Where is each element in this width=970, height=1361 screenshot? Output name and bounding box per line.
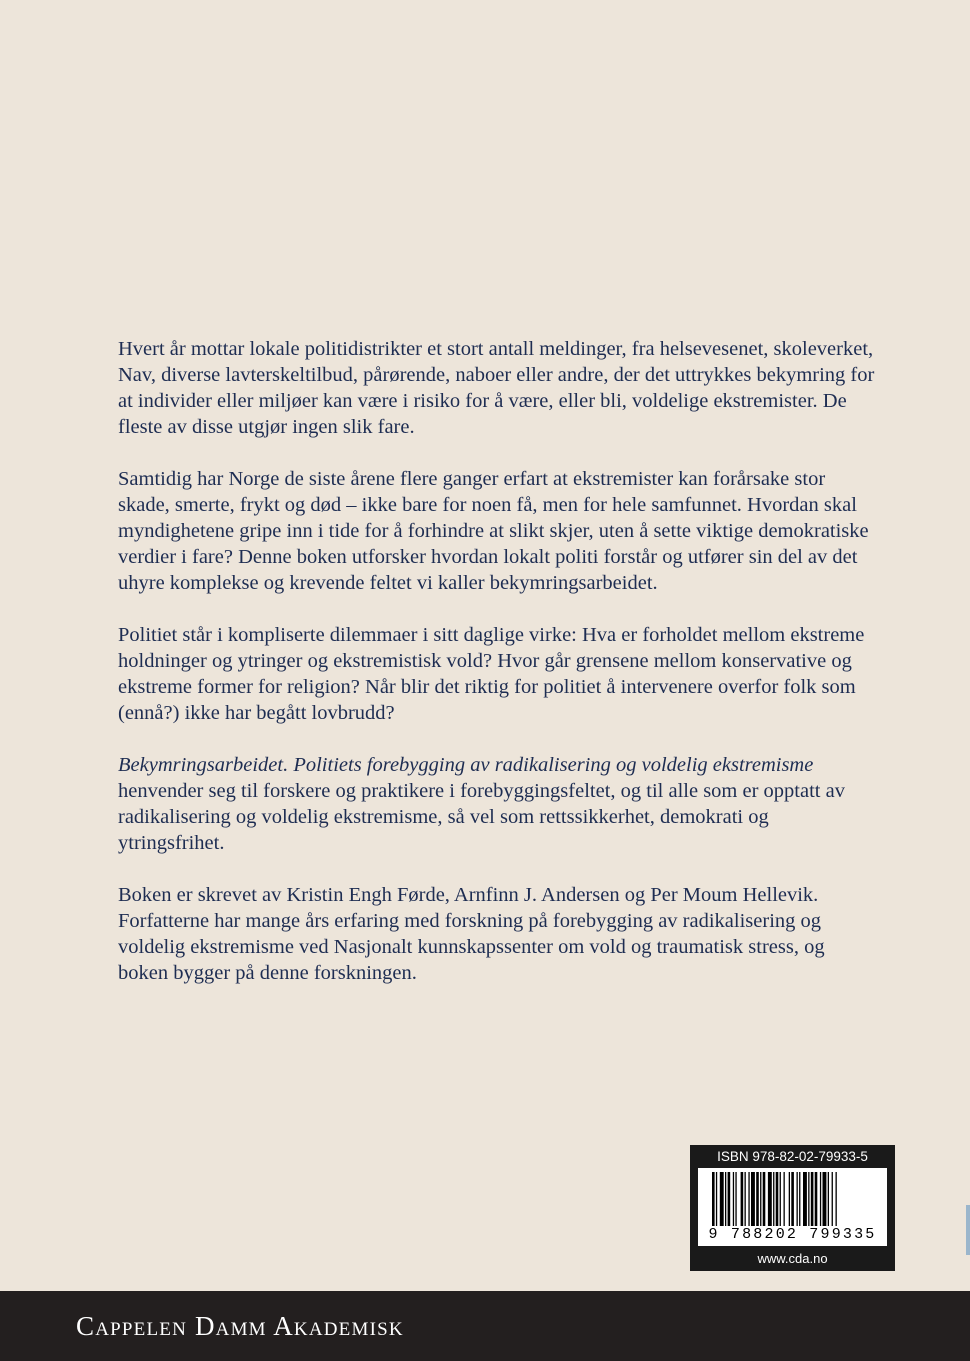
publisher-website: www.cda.no [757,1251,828,1266]
blurb-paragraph-4 [118,752,878,856]
barcode [698,1168,887,1246]
isbn-label: ISBN 978-82-02-79933-5 [717,1149,868,1164]
blurb-paragraph-3: Politiet står i kompliserte dilemmaer i sitt daglige virke: Hva er forholdet mellom ekstreme holdninger og ytringer og ekstremistisk vold? Hvor går grensene mellom konservative og ekstreme former for religion? Når blir det riktig for politiet å intervenere overfor folk som (ennå?) ikke har begått lovbrudd? [118,624,865,724]
barcode-digits: 9 788202 799335 [708,1226,877,1243]
edge-strip [966,1205,970,1255]
blurb-paragraph-1: Hvert år mottar lokale politidistrikter et stort antall meldinger, fra helsevesenet, skoleverket, Nav, diverse lavterskeltilbud, pårørende, naboer eller andre, der det uttrykkes bekymring for at individer eller miljøer kan være i risiko for å være, eller bli, voldelige ekstremister. De fleste av disse utgjør ingen slik fare. [118,338,875,438]
blurb-paragraph-4-body: henvender seg til forskere og praktikere i forebyggingsfeltet, og til alle som er opptatt av radikalisering og voldelig ekstremisme, så vel som rettssikkerhet, demokrati og ytringsfrihet. [118,780,845,854]
isbn-block [690,1145,895,1271]
book-title: Bekymringsarbeidet. Politiets forebygging av radikalisering og voldelig ekstremisme [118,754,814,776]
publisher-name: Cappelen Damm Akademisk [76,1311,404,1341]
blurb-paragraph-5: Boken er skrevet av Kristin Engh Førde, Arnfinn J. Andersen og Per Moum Hellevik. Forfatterne har mange års erfaring med forskning på forebygging av radikalisering og voldelig ekstremisme ved Nasjonalt kunnskapssenter om vold og traumatisk stress, og boken bygger på denne forskningen. [118,884,825,984]
blurb-paragraph-2: Samtidig har Norge de siste årene flere ganger erfart at ekstremister kan forårsake stor skade, smerte, frykt og død – ikke bare for noen få, men for hele samfunnet. Hvordan skal myndighetene gripe inn i tide for å forhindre at slikt skjer, uten å sette viktige demokratiske verdier i fare? Denne boken utforsker hvordan lokalt politi forstår og utfører sin del av det uhyre komplekse og krevende feltet vi kaller bekymringsarbeidet. [118,468,869,594]
blurb-text [118,336,878,1012]
publisher-footer [0,1291,970,1361]
